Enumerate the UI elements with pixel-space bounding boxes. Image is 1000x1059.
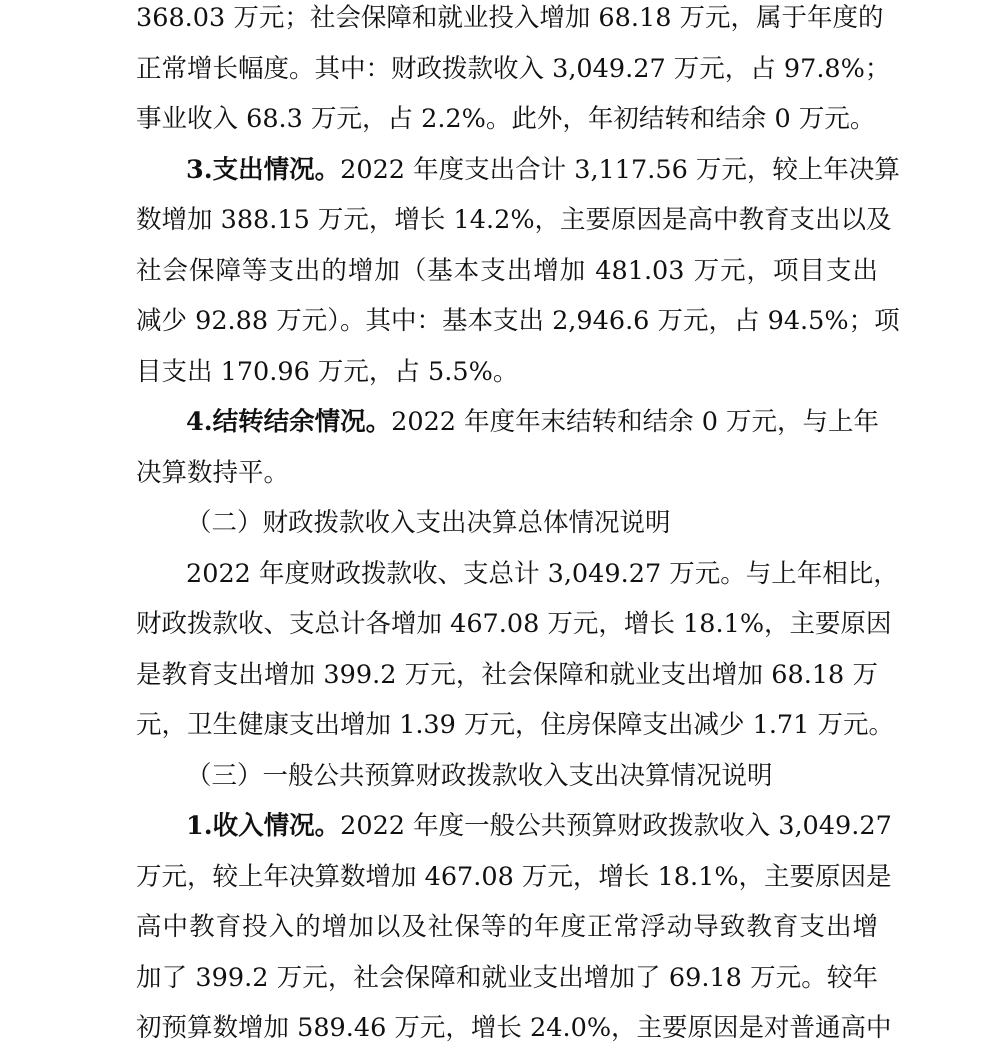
paragraph-line: 正常增长幅度。其中：财政拨款收入 3,049.27 万元，占 97.8%； [136,53,891,84]
paragraph-line: 减少 92.88 万元）。其中：基本支出 2,946.6 万元，占 94.5%；项 [136,306,900,336]
paragraph-line: 加了 399.2 万元，社会保障和就业支出增加了 69.18 万元。较年 [136,962,878,993]
paragraph-line: 社会保障等支出的增加（基本支出增加 481.03 万元，项目支出 [136,255,878,286]
paragraph-line: 财政拨款收、支总计各增加 467.08 万元，增长 18.1%，主要原因 [136,609,892,639]
section-income-line: 1.收入情况。2022 年度一般公共预算财政拨款收入 3,049.27 [186,811,892,841]
section-carryover-line: 4.结转结余情况。2022 年度年末结转和结余 0 万元，与上年 [186,407,880,437]
paragraph-line: 368.03 万元；社会保障和就业投入增加 68.18 万元，属于年度的 [136,3,884,33]
paragraph-line: 决算数持平。 [136,457,290,488]
paragraph-line: 元，卫生健康支出增加 1.39 万元，住房保障支出减少 1.71 万元。 [136,710,894,740]
paragraph-line: 初预算数增加 589.46 万元，增长 24.0%，主要原因是对普通高中 [136,1013,892,1043]
paragraph-line: 事业收入 68.3 万元，占 2.2%。此外，年初结转和结余 0 万元。 [136,104,876,134]
paragraph-line: 万元，较上年决算数增加 467.08 万元，增长 18.1%，主要原因是 [136,861,892,892]
section-lead-income: 1.收入情况。 [186,811,341,841]
section-lead-carryover: 4.结转结余情况。 [186,407,392,437]
paragraph-line: 2022 年度财政拨款收、支总计 3,049.27 万元。与上年相比， [186,558,899,589]
section-expenditure-line: 3.支出情况。2022 年度支出合计 3,117.56 万元，较上年决算 [186,154,900,185]
paragraph-line: 数增加 388.15 万元，增长 14.2%，主要原因是高中教育支出以及 [136,205,892,235]
paragraph-line: 是教育支出增加 399.2 万元，社会保障和就业支出增加 68.18 万 [136,659,878,690]
section-heading-3: （三）一般公共预算财政拨款收入支出决算情况说明 [186,760,773,791]
paragraph-line: 高中教育投入的增加以及社保等的年度正常浮动导致教育支出增 [136,912,878,942]
paragraph-line: 目支出 170.96 万元，占 5.5%。 [136,356,519,387]
section-lead-expenditure: 3.支出情况。 [186,154,341,185]
section-heading-2: （二）财政拨款收入支出决算总体情况说明 [186,508,671,538]
